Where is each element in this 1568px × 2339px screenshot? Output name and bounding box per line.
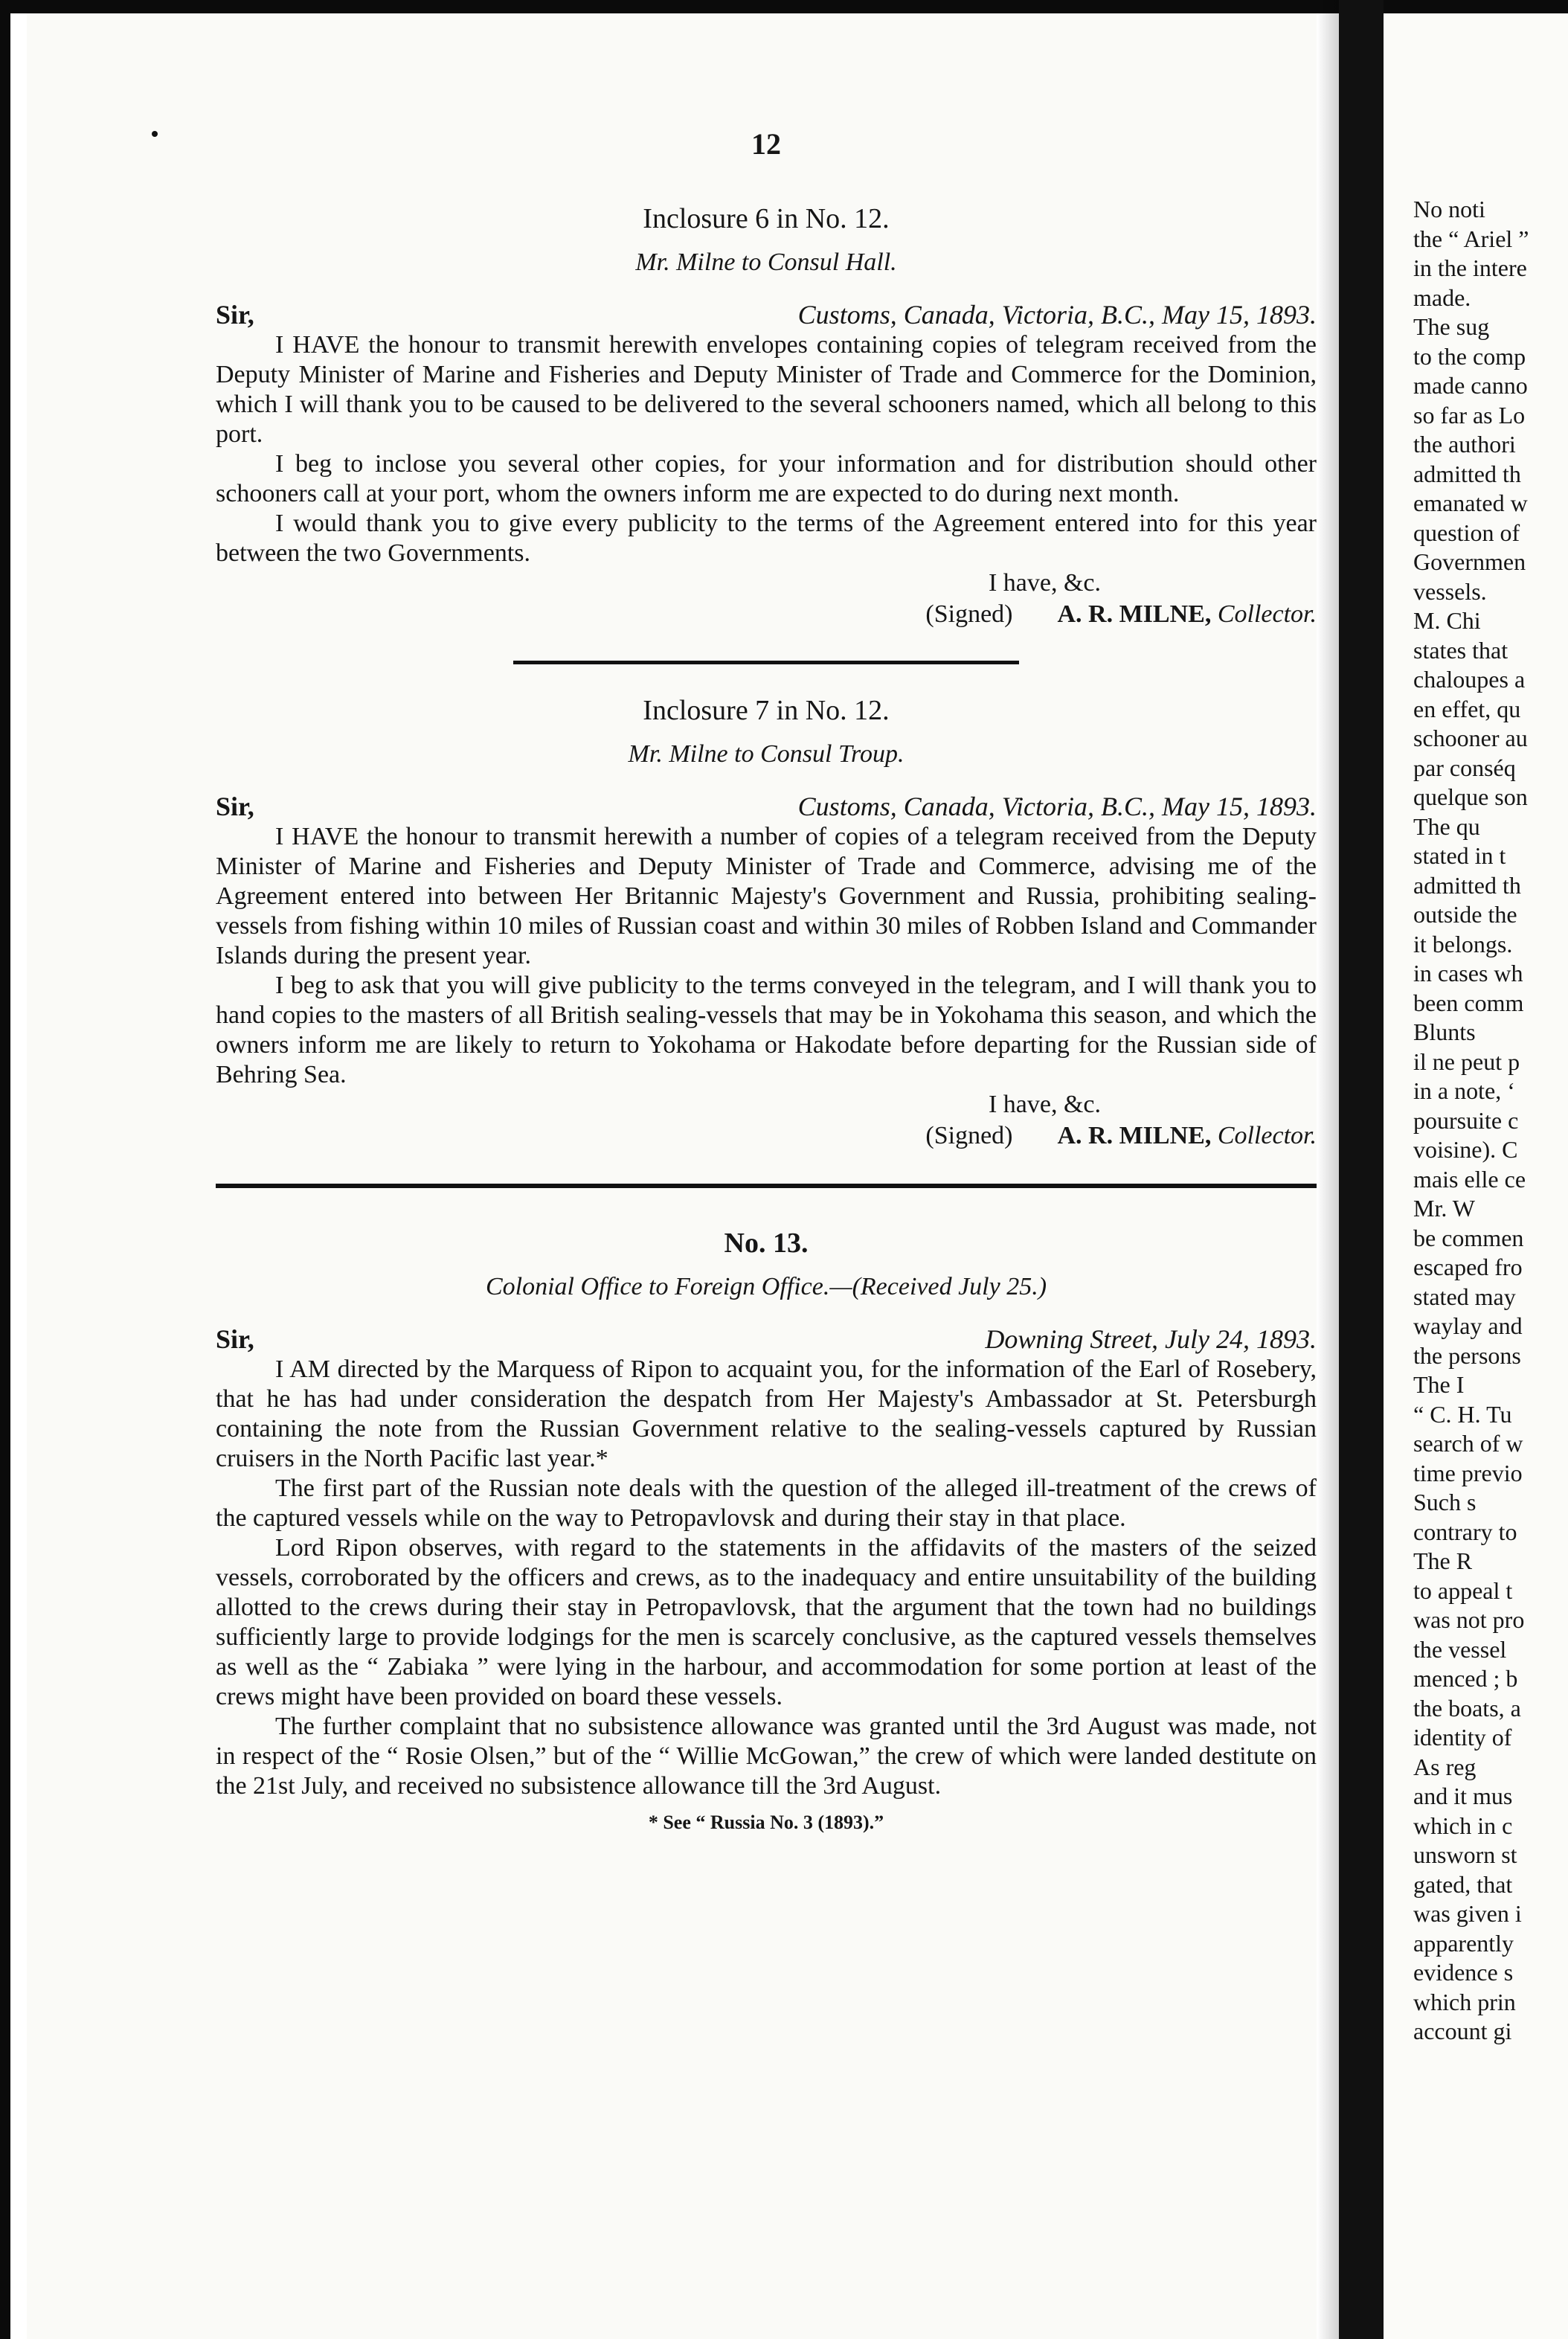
right-page-line: states that — [1413, 636, 1508, 664]
right-page-line: evidence s — [1413, 1959, 1514, 1986]
book-gutter — [1339, 0, 1384, 2339]
document-no-13 — [216, 1227, 1317, 1834]
right-page-line: the vessel — [1413, 1635, 1507, 1663]
right-page-line: time previo — [1413, 1459, 1523, 1486]
right-page-line: the “ Ariel ” — [1413, 225, 1529, 252]
right-page-line: Mr. W — [1413, 1195, 1475, 1222]
right-page-line: vessels. — [1413, 577, 1487, 605]
closing: I have, &c. — [988, 1091, 1101, 1118]
no-13-subheading: Colonial Office to Foreign Office.—(Received July 25.) — [485, 1273, 1047, 1300]
right-page-fragment — [1384, 13, 1568, 2339]
closing: I have, &c. — [988, 569, 1101, 597]
right-page-line: en effet, qu — [1413, 695, 1521, 722]
signer-title: Collector. — [1217, 1122, 1317, 1149]
right-page-line: which in c — [1413, 1812, 1513, 1839]
right-page-line: menced ; b — [1413, 1665, 1518, 1692]
right-page-line: voisine). C — [1413, 1136, 1518, 1163]
signer-title: Collector. — [1217, 600, 1317, 628]
section-divider — [513, 661, 1019, 664]
signed-label: (Signed) — [925, 600, 1013, 628]
inclosure-7-heading: Inclosure 7 in No. 12. — [643, 695, 890, 726]
signature-line — [216, 598, 1317, 631]
right-page-lines — [1384, 195, 1529, 2047]
right-page-line: to appeal t — [1413, 1576, 1513, 1604]
scan-speck — [152, 131, 158, 137]
salutation: Sir, — [216, 300, 254, 330]
right-page-line: was not pro — [1413, 1606, 1525, 1633]
no-13-heading: No. 13. — [724, 1228, 809, 1259]
paragraph: I would thank you to give every publicity to the terms of the Agreement entered into for this year between the two Governments. — [216, 510, 1317, 567]
right-page-line: The R — [1413, 1547, 1473, 1574]
right-page-line: M. Chi — [1413, 607, 1481, 634]
signature-line — [216, 1120, 1317, 1152]
right-page-line: Blunts — [1413, 1018, 1476, 1045]
inclosure-6-heading: Inclosure 6 in No. 12. — [643, 203, 890, 234]
scan-border-left — [0, 0, 10, 2339]
right-page-line: escaped fro — [1413, 1254, 1523, 1280]
right-page-line: As reg — [1413, 1753, 1477, 1780]
right-page-line: The sug — [1413, 313, 1490, 340]
right-page-line: stated may — [1413, 1283, 1516, 1310]
right-page-line: made. — [1413, 283, 1471, 311]
right-page-line: which prin — [1413, 1988, 1516, 2015]
paragraph: I beg to inclose you several other copies, for your information and for distribution should other schooners call at your port, whom the owners inform me are expected to do during next month. — [216, 450, 1317, 507]
right-page-line: the persons — [1413, 1341, 1521, 1369]
paragraph: The first part of the Russian note deals with the question of the alleged ill-treatment of the crews of the captured vessels while on the way to Petropavlovsk and during their stay in that place. — [216, 1475, 1317, 1532]
signer-name: A. R. MILNE, — [1057, 1122, 1212, 1149]
right-page-line: mais elle ce — [1413, 1165, 1526, 1193]
right-page-line: the authori — [1413, 431, 1516, 458]
paragraph: I AM directed by the Marquess of Ripon to acquaint you, for the information of the Earl of Rosebery, that he has had under consideration the despatch from Her Majesty's Ambassador at St. Petersburgh containing the note from the Russian Government relative to the sealing-vessels captured by Russian cruisers in the North Pacific last year.* — [216, 1355, 1317, 1472]
right-page-line: gated, that — [1413, 1870, 1513, 1898]
right-page-line: the boats, a — [1413, 1694, 1521, 1722]
right-page-line: chaloupes a — [1413, 666, 1526, 693]
inclosure-6-subheading: Mr. Milne to Consul Hall. — [635, 248, 897, 276]
right-page-line: made canno — [1413, 372, 1528, 399]
right-page-line: so far as Lo — [1413, 401, 1526, 429]
right-page-line: The qu — [1413, 812, 1480, 840]
paragraph: The further complaint that no subsistence allowance was granted until the 3rd August was made, not in respect of the “ Rosie Olsen,” but of the “ Willie McGowan,” the crew of which were landed destitute on the 21st July, and received no subsistence allowance till the 3rd August. — [216, 1713, 1317, 1800]
right-page-line: emanated w — [1413, 490, 1528, 516]
right-page-line: to the comp — [1413, 342, 1526, 370]
right-page-line: Governmen — [1413, 548, 1526, 575]
right-page-line: was given i — [1413, 1900, 1522, 1927]
left-page-text — [216, 126, 1317, 1834]
no-13-salutation-line — [216, 1323, 1317, 1355]
paragraph: I beg to ask that you will give publicity to the terms conveyed in the telegram, and I will thank you to hand copies to the masters of all British sealing-vessels that may be in Yokohama this season, and which the owners inform me are likely to return to Yokohama or Hakodate before departing for the Russian side of Behring Sea. — [216, 972, 1317, 1088]
right-page-line: in the intere — [1413, 254, 1527, 281]
right-page-line: quelque son — [1413, 783, 1528, 810]
right-page-line: stated in t — [1413, 842, 1506, 869]
gutter-shadow — [1317, 0, 1339, 2339]
inclosure-6 — [216, 202, 1317, 631]
right-page-line: unsworn st — [1413, 1841, 1517, 1868]
salutation: Sir, — [216, 1324, 254, 1354]
paragraph: I HAVE the honour to transmit herewith a number of copies of a telegram received from the Deputy Minister of Marine and Fisheries and Deputy Minister of Trade and Commerce, advising me of the Agreement entered into between Her Britannic Majesty's Government and Russia, prohibiting sealing-vessels from fishing within 10 miles of Russian coast and within 30 miles of Robben Island and Commander Islands during the present year. — [216, 823, 1317, 969]
right-page-line: apparently — [1413, 1929, 1514, 1957]
paragraph: I HAVE the honour to transmit herewith envelopes containing copies of telegram received from the Deputy Minister of Marine and Fisheries and Deputy Minister of Trade and Commerce for the Dominion, which I will thank you to be caused to be delivered to the several schooners named, which all belong to this port. — [216, 331, 1317, 448]
inclosure-7 — [216, 694, 1317, 1152]
inclosure-7-subheading: Mr. Milne to Consul Troup. — [628, 740, 905, 768]
signer-name: A. R. MILNE, — [1057, 600, 1212, 628]
right-page-line: No noti — [1413, 196, 1485, 222]
signed-label: (Signed) — [925, 1122, 1013, 1149]
document-divider — [216, 1184, 1317, 1188]
right-page-line: The I — [1413, 1371, 1465, 1398]
inclosure-6-salutation-line — [216, 299, 1317, 330]
footnote: * See “ Russia No. 3 (1893).” — [648, 1812, 884, 1833]
right-page-line: waylay and — [1413, 1312, 1523, 1339]
letter-address: Downing Street, July 24, 1893. — [985, 1324, 1317, 1354]
right-page-line: admitted th — [1413, 871, 1521, 899]
right-page-line: it belongs. — [1413, 930, 1513, 957]
right-page-line: admitted th — [1413, 460, 1521, 487]
letter-address: Customs, Canada, Victoria, B.C., May 15, 1893. — [797, 792, 1317, 821]
right-page-line: in a note, ‘ — [1413, 1077, 1515, 1104]
right-page-line: and it mus — [1413, 1783, 1513, 1809]
right-page-line: outside the — [1413, 901, 1517, 928]
right-page-line: Such s — [1413, 1489, 1477, 1515]
right-page-line: in cases wh — [1413, 960, 1523, 986]
right-page-line: been comm — [1413, 989, 1524, 1016]
right-page-line: schooner au — [1413, 725, 1528, 751]
right-page-line: contrary to — [1413, 1518, 1517, 1545]
right-page-line: par conséq — [1413, 754, 1516, 781]
right-page-line: il ne peut p — [1413, 1047, 1520, 1075]
right-page-line: “ C. H. Tu — [1413, 1400, 1512, 1428]
paragraph: Lord Ripon observes, with regard to the statements in the affidavits of the masters of the seized vessels, corroborated by the officers and crews, as to the inadequacy and entire unsuitability of the building allotted to the crews during their stay in Petropavlovsk, that the argument that the town had no buildings sufficiently large to provide lodgings for the men is scarcely conclusive, as the captured vessels themselves as well as the “ Zabiaka ” were lying in the harbour, and accommodation for some portion at least of the crews might have been provided on board these vessels. — [216, 1534, 1317, 1710]
inclosure-7-salutation-line — [216, 791, 1317, 822]
right-page-line: question of — [1413, 519, 1520, 546]
right-page-line: be commen — [1413, 1224, 1524, 1251]
right-page-line: account gi — [1413, 2018, 1512, 2044]
right-page-line: poursuite c — [1413, 1106, 1519, 1134]
right-page-line: search of w — [1413, 1430, 1523, 1457]
page-number: 12 — [751, 127, 781, 161]
salutation: Sir, — [216, 792, 254, 821]
letter-address: Customs, Canada, Victoria, B.C., May 15, 1893. — [797, 300, 1317, 330]
right-page-line: identity of — [1413, 1724, 1512, 1751]
